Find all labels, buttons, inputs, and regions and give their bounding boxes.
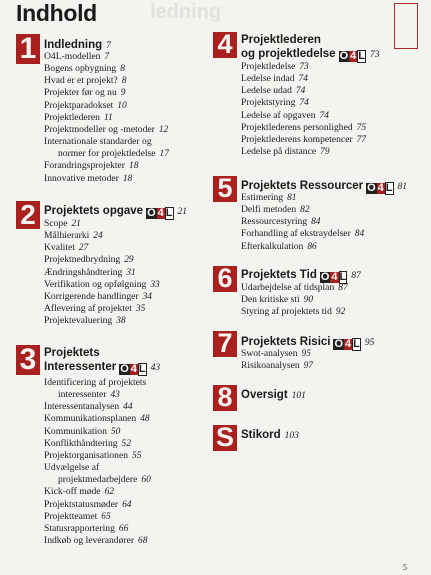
toc-item-list xyxy=(241,282,348,318)
toc-item-label: projektmedarbejdere xyxy=(58,474,138,486)
toc-item[interactable] xyxy=(241,134,366,146)
toc-item-page-number: 84 xyxy=(311,217,321,228)
toc-item[interactable] xyxy=(241,306,348,318)
toc-item[interactable] xyxy=(241,61,366,73)
page-number: 5 xyxy=(403,563,407,572)
toc-item-page-number: 81 xyxy=(287,193,297,203)
toc-item[interactable] xyxy=(44,401,151,413)
toc-item-page-number: 17 xyxy=(159,149,169,160)
toc-item[interactable] xyxy=(241,228,364,240)
toc-item[interactable] xyxy=(44,173,169,185)
toc-item-label: Kick-off møde xyxy=(44,486,101,498)
chapter-title-text: Projektets opgave xyxy=(44,205,144,217)
toc-item-list xyxy=(241,348,313,372)
o4l-logo-letter: O xyxy=(320,271,330,283)
toc-item-label: Projektmodeller og -metoder xyxy=(44,123,155,135)
toc-item[interactable] xyxy=(241,146,366,158)
toc-item-page-number: 18 xyxy=(122,173,133,184)
o4l-logo-letter: 4 xyxy=(130,363,137,375)
toc-item[interactable] xyxy=(44,486,151,498)
toc-item-list xyxy=(44,51,169,185)
toc-item-label: Verifikation og opfølgning xyxy=(44,278,147,290)
chapter-number-badge: 4 xyxy=(213,32,237,58)
toc-item-page-number: 12 xyxy=(158,124,169,135)
chapter-title[interactable] xyxy=(44,346,160,376)
toc-item-label: Korrigerende handlinger xyxy=(44,290,139,302)
toc-item-label: Kommunikationsplanen xyxy=(44,413,137,425)
corner-frame xyxy=(394,3,418,49)
toc-item[interactable] xyxy=(44,242,160,254)
toc-item-label: Projektnedbrydning xyxy=(44,254,121,266)
toc-item-label: Konflikthåndtering xyxy=(44,437,118,449)
toc-item-page-number: 9 xyxy=(120,88,126,99)
toc-item-page-number: 43 xyxy=(110,390,120,401)
toc-item-page-number: 64 xyxy=(122,499,132,510)
toc-item-page-number: 50 xyxy=(110,426,121,437)
toc-item[interactable] xyxy=(44,230,160,242)
toc-item-page-number: 60 xyxy=(141,475,151,486)
toc-item-page-number: 86 xyxy=(307,241,317,252)
o4l-logo-letter: O xyxy=(367,182,376,194)
toc-item-label: Udvælgelse af xyxy=(44,462,100,474)
chapter-title-text: Interessenter xyxy=(44,361,117,373)
chapter-title-text: Stikord xyxy=(241,429,281,441)
toc-item[interactable] xyxy=(241,192,364,204)
chapter-title-text: Projektlederen xyxy=(241,34,321,46)
o4l-logo-letter: 4 xyxy=(377,182,384,194)
toc-item[interactable] xyxy=(241,216,364,228)
toc-item-page-number: 97 xyxy=(303,361,313,372)
toc-item[interactable] xyxy=(44,136,169,148)
o4l-logo-letter: 4 xyxy=(331,271,338,283)
chapter-page-number: 87 xyxy=(351,271,361,281)
toc-item-label: Ledelse indad xyxy=(241,73,295,85)
toc-item-label: Ressourcestyring xyxy=(241,216,308,228)
toc-item[interactable] xyxy=(241,110,366,122)
toc-item-label: Innovative metoder xyxy=(44,172,119,184)
chapter-number-badge: 3 xyxy=(16,345,40,375)
chapter-title-line xyxy=(44,346,160,360)
chapter-page-number: 81 xyxy=(397,182,408,192)
toc-item-label: Målhierarki xyxy=(44,230,90,242)
toc-item-label: Forhandling af ekstraydelser xyxy=(241,228,351,240)
toc-item-label: Swot-analysen xyxy=(241,348,298,359)
toc-item[interactable] xyxy=(241,348,313,360)
toc-item-page-number: 87 xyxy=(338,283,348,293)
toc-item[interactable] xyxy=(241,122,366,134)
chapter-title-text: og projektledelse xyxy=(241,48,336,60)
toc-item[interactable] xyxy=(241,282,348,294)
o4l-logo xyxy=(119,363,146,376)
toc-item-page-number: 24 xyxy=(93,231,103,242)
toc-item[interactable] xyxy=(44,75,169,87)
toc-item-label: Estimering xyxy=(241,192,284,203)
chapter-number-badge: 5 xyxy=(213,176,237,202)
toc-item[interactable] xyxy=(44,426,151,438)
toc-item[interactable] xyxy=(44,291,160,303)
toc-item-page-number: 65 xyxy=(101,511,111,522)
toc-item-page-number: 73 xyxy=(299,62,309,72)
toc-item[interactable] xyxy=(44,148,169,160)
toc-item[interactable] xyxy=(44,112,169,124)
toc-item-page-number: 8 xyxy=(121,76,127,87)
toc-item[interactable] xyxy=(44,100,169,112)
o4l-logo-letter: L xyxy=(353,338,360,350)
chapter-title-text: Projektets Tid xyxy=(241,269,317,281)
toc-item[interactable] xyxy=(241,360,313,372)
toc-item-list xyxy=(241,61,366,158)
o4l-logo-letter: L xyxy=(339,271,347,283)
chapter-title-line xyxy=(44,360,160,376)
toc-item[interactable] xyxy=(241,85,366,97)
toc-item[interactable] xyxy=(44,218,160,230)
toc-item-label: Efterkalkulation xyxy=(241,240,304,252)
chapter-page-number: 43 xyxy=(150,363,161,373)
chapter-page-number: 73 xyxy=(370,50,380,60)
toc-item[interactable] xyxy=(241,97,366,109)
toc-item-page-number: 7 xyxy=(104,52,110,62)
toc-item-label: Interessentanalysen xyxy=(44,401,120,413)
toc-item-page-number: 74 xyxy=(298,74,308,85)
toc-item-list xyxy=(44,218,160,327)
toc-item[interactable] xyxy=(44,303,160,315)
toc-item-label: Scope xyxy=(44,218,68,229)
toc-item-page-number: 21 xyxy=(71,219,81,229)
toc-item-label: Projektparadokset xyxy=(44,99,114,111)
toc-item[interactable] xyxy=(44,523,151,535)
toc-item-page-number: 35 xyxy=(135,304,146,315)
toc-item-page-number: 18 xyxy=(129,161,139,172)
o4l-logo-letter: 4 xyxy=(157,207,164,219)
chapter-title[interactable] xyxy=(241,428,299,443)
toc-item-label: Projektstyring xyxy=(241,97,296,109)
toc-item-page-number: 34 xyxy=(142,291,152,302)
chapter-page-number: 7 xyxy=(106,41,111,51)
o4l-logo-letter: O xyxy=(120,363,129,375)
chapter-page-number: 95 xyxy=(364,338,375,348)
toc-item-page-number: 84 xyxy=(354,229,365,240)
toc-item[interactable] xyxy=(44,315,160,327)
toc-item[interactable] xyxy=(44,124,169,136)
toc-item-label: Projektlederen xyxy=(44,111,100,123)
toc-item-label: Hvad er et projekt? xyxy=(44,75,118,87)
toc-item-page-number: 33 xyxy=(150,279,160,290)
toc-item[interactable] xyxy=(44,51,169,63)
toc-item[interactable] xyxy=(44,499,151,511)
toc-item-page-number: 27 xyxy=(78,243,89,254)
chapter-title[interactable] xyxy=(241,33,380,63)
chapter-page-number: 103 xyxy=(284,431,299,441)
toc-item[interactable] xyxy=(44,267,160,279)
chapter-number-badge: 2 xyxy=(16,201,40,229)
o4l-logo-letter: O xyxy=(339,50,349,62)
chapter-page-number: 101 xyxy=(291,391,306,401)
chapter-title-text: Projektets Ressourcer xyxy=(241,180,364,192)
toc-item-page-number: 11 xyxy=(103,112,113,123)
chapter-number-badge: 8 xyxy=(213,385,237,411)
toc-item-page-number: 82 xyxy=(300,205,310,216)
toc-item[interactable] xyxy=(241,73,366,85)
toc-item[interactable] xyxy=(44,63,169,75)
toc-item-page-number: 77 xyxy=(356,134,366,145)
toc-item-list xyxy=(44,377,151,547)
toc-item-page-number: 74 xyxy=(299,98,309,109)
toc-item[interactable] xyxy=(44,474,151,486)
chapter-title-text: Oversigt xyxy=(241,389,288,401)
toc-item-label: O4L-modellen xyxy=(44,51,101,62)
toc-item[interactable] xyxy=(44,413,151,425)
toc-item-label: Ledelse af opgaven xyxy=(241,109,316,121)
o4l-logo-letter: L xyxy=(165,207,173,219)
toc-item[interactable] xyxy=(241,204,364,216)
toc-item[interactable] xyxy=(241,294,348,306)
toc-item-page-number: 52 xyxy=(121,438,131,449)
toc-item-page-number: 8 xyxy=(120,64,125,75)
toc-item-label: interessenter xyxy=(58,389,107,401)
toc-item-page-number: 74 xyxy=(295,86,306,97)
chapter-number-badge: 1 xyxy=(16,34,40,64)
toc-item-list xyxy=(241,192,364,253)
toc-item-page-number: 62 xyxy=(104,487,114,498)
toc-item[interactable] xyxy=(44,254,160,266)
toc-item-label: Aflevering af projektet xyxy=(44,303,132,315)
toc-item[interactable] xyxy=(44,462,151,474)
toc-item-page-number: 74 xyxy=(319,110,329,121)
chapter-title-line xyxy=(241,33,380,47)
chapter-title-text: Projektets xyxy=(44,347,100,359)
chapter-number-badge: 7 xyxy=(213,331,237,357)
toc-item-label: Kvalitet xyxy=(44,242,75,254)
toc-item[interactable] xyxy=(44,377,151,389)
o4l-logo-letter: O xyxy=(147,207,156,219)
toc-item-label: Projektorganisationen xyxy=(44,449,129,461)
toc-item-label: Styring af projektets tid xyxy=(241,306,332,318)
toc-item-label: Projekter før og nu xyxy=(44,87,117,99)
toc-item-page-number: 68 xyxy=(138,536,148,547)
toc-item-page-number: 55 xyxy=(132,450,142,461)
o4l-logo xyxy=(366,182,393,195)
toc-item-label: Indkøb og leverandører xyxy=(44,535,135,547)
toc-item-label: Delfi metoden xyxy=(241,204,297,216)
toc-item-page-number: 92 xyxy=(335,307,346,318)
o4l-logo-letter: 4 xyxy=(350,50,357,62)
chapter-title-text: Indledning xyxy=(44,39,103,51)
toc-item-label: Projektstatusmøder xyxy=(44,498,119,510)
o4l-logo-letter: L xyxy=(385,182,393,194)
toc-item-label: Bogens opbygning xyxy=(44,63,117,75)
ghost-heading: ledning xyxy=(150,1,222,23)
toc-item-page-number: 31 xyxy=(126,267,136,278)
toc-item-label: Projektevaluering xyxy=(44,315,113,327)
toc-item[interactable] xyxy=(44,438,151,450)
toc-item[interactable] xyxy=(44,535,151,547)
o4l-logo-letter: 4 xyxy=(345,338,352,350)
toc-item-page-number: 66 xyxy=(118,523,129,534)
chapter-number-badge: 6 xyxy=(213,266,237,292)
toc-item[interactable] xyxy=(44,450,151,462)
toc-item-label: Udarbejdelse af tidsplan xyxy=(241,282,335,293)
chapter-title-line xyxy=(241,388,306,403)
page-title: Indhold xyxy=(16,0,97,26)
toc-item-page-number: 75 xyxy=(356,122,367,133)
toc-item-label: Ledelse på distance xyxy=(241,146,317,158)
toc-item-label: Projektlederens personlighed xyxy=(241,121,353,133)
toc-item-label: Ledelse udad xyxy=(241,85,292,97)
toc-item-page-number: 95 xyxy=(301,349,311,359)
o4l-logo-letter: L xyxy=(138,363,146,375)
toc-item-label: Statusrapportering xyxy=(44,522,115,534)
toc-item-page-number: 79 xyxy=(320,147,330,158)
chapter-title[interactable] xyxy=(241,388,306,403)
o4l-logo xyxy=(333,338,360,351)
chapter-number-badge: S xyxy=(213,425,237,451)
toc-item-label: Projektteamet xyxy=(44,510,98,522)
toc-item[interactable] xyxy=(44,389,151,401)
toc-item-page-number: 38 xyxy=(116,316,126,327)
toc-item-page-number: 90 xyxy=(303,295,313,306)
toc-item-label: Internationale standarder og xyxy=(44,136,152,148)
toc-item-label: Forandringsprojekter xyxy=(44,160,125,172)
toc-item[interactable] xyxy=(44,160,169,172)
o4l-logo-letter: O xyxy=(334,338,344,350)
toc-item-label: Projektledelse xyxy=(241,61,296,72)
chapter-title-line xyxy=(241,428,299,443)
toc-item[interactable] xyxy=(44,279,160,291)
toc-item[interactable] xyxy=(44,511,151,523)
toc-item-page-number: 10 xyxy=(117,100,127,111)
toc-item[interactable] xyxy=(44,87,169,99)
chapter-page-number: 21 xyxy=(177,207,187,217)
toc-item-label: Risikoanalysen xyxy=(241,360,300,372)
toc-item-page-number: 44 xyxy=(123,402,133,413)
toc-item-page-number: 29 xyxy=(124,255,134,266)
toc-item-label: Den kritiske sti xyxy=(241,294,300,306)
toc-item-label: Projektlederens kompetencer xyxy=(241,133,353,145)
toc-item-label: Ændringshåndtering xyxy=(44,266,123,278)
toc-item-label: normer for projektledelse xyxy=(58,148,156,160)
toc-item-label: Kommunikation xyxy=(44,425,107,437)
toc-item-page-number: 48 xyxy=(140,414,150,425)
toc-item[interactable] xyxy=(241,241,364,253)
chapter-title-text: Projektets Risici xyxy=(241,336,331,348)
o4l-logo-letter: L xyxy=(358,50,366,62)
toc-item-label: Identificering af projektets xyxy=(44,377,147,388)
